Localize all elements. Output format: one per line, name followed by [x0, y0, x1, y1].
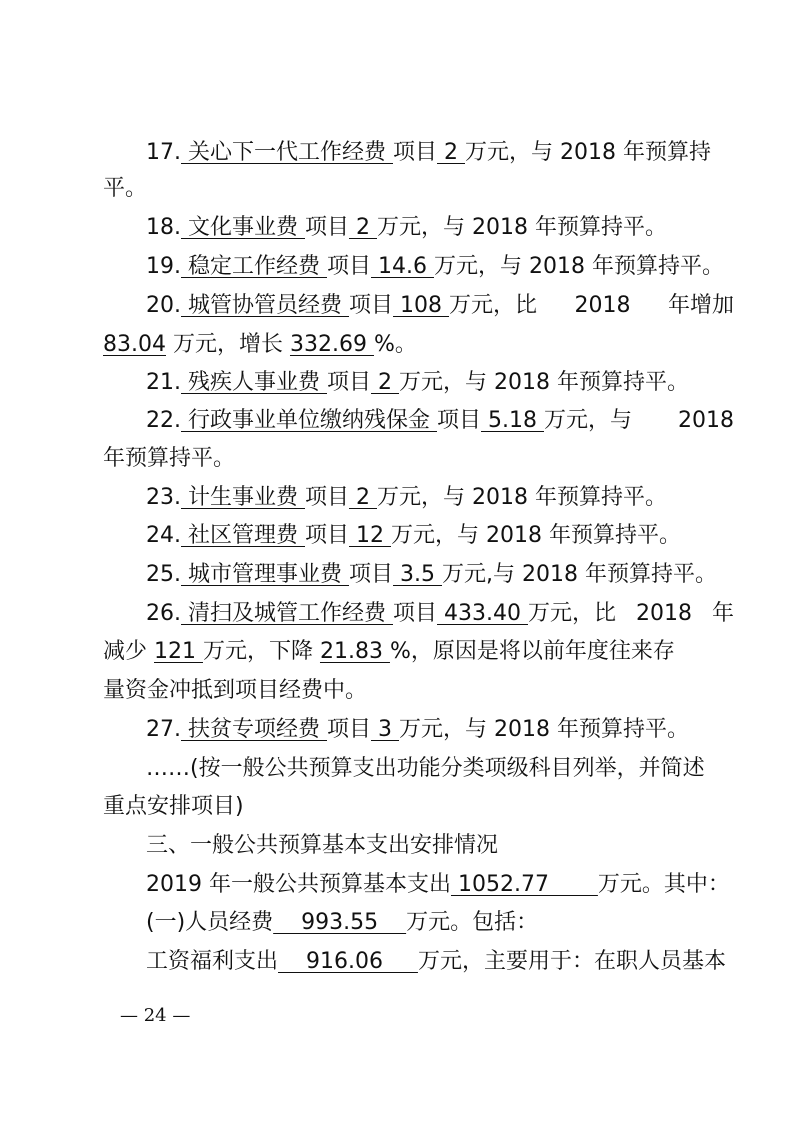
item-text: %，原因是将以前年度往来存 — [389, 639, 675, 664]
item-label: 项目 — [349, 562, 394, 587]
item-amount: 121 — [154, 639, 203, 664]
item-text: 年 — [711, 601, 734, 626]
item-amount: 108 — [393, 293, 449, 318]
item-text: 万元，与 2018 年预算持平。 — [391, 523, 681, 548]
item-label: 项目 — [327, 370, 372, 395]
item-22-continuation — [0, 444, 793, 474]
item-text: 万元，与 2018 年预算持平。 — [399, 370, 689, 395]
item-text: 万元，增长 — [165, 332, 290, 357]
item-27 — [0, 715, 793, 745]
item-text: 万元，与 2018 年预算持平。 — [377, 485, 667, 510]
item-text: 万元，与 2018 年预算持平。 — [399, 717, 689, 742]
item-text: 年预算持平。 — [103, 446, 236, 471]
item-20-continuation — [0, 330, 793, 360]
item-number: 24. — [146, 523, 181, 548]
personnel-amount: 993.55 — [273, 910, 407, 935]
item-amount: 14.6 — [371, 254, 434, 279]
item-label: 项目 — [305, 215, 350, 240]
item-amount: 12 — [349, 523, 391, 548]
item-25 — [0, 560, 793, 590]
item-name: 稳定工作经费 — [181, 254, 327, 279]
item-text: 万元，与 2018 年预算持 — [465, 140, 711, 165]
item-percent: 332.69 — [289, 332, 374, 357]
item-text: 万元，下降 — [202, 639, 320, 664]
item-amount: 5.18 — [481, 408, 544, 433]
item-17 — [0, 138, 793, 168]
item-name: 文化事业费 — [181, 215, 305, 240]
item-number: 19. — [146, 254, 181, 279]
item-amount: 3 — [371, 717, 399, 742]
basic-amount: 1052.77 — [450, 872, 598, 897]
personnel-expenditure — [0, 908, 793, 938]
item-text: 万元，与 2018 年预算持平。 — [377, 215, 667, 240]
item-text: 减少 — [103, 639, 154, 664]
item-label: 项目 — [349, 293, 394, 318]
item-name: 计生事业费 — [181, 485, 305, 510]
wages-text: 工资福利支出 — [146, 949, 279, 974]
item-19 — [0, 252, 793, 282]
item-number: 23. — [146, 485, 181, 510]
item-18 — [0, 213, 793, 243]
item-amount: 2 — [437, 140, 465, 165]
item-name: 社区管理费 — [181, 523, 305, 548]
note-text: ……(按一般公共预算支出功能分类项级科目列举，并简述 — [146, 756, 705, 781]
item-name: 行政事业单位缴纳残保金 — [181, 408, 437, 433]
item-name: 城市管理事业费 — [181, 562, 349, 587]
item-26-continuation-2 — [0, 676, 793, 706]
item-label: 项目 — [305, 523, 350, 548]
item-26 — [0, 599, 793, 629]
item-label: 项目 — [393, 601, 438, 626]
item-17-continuation — [0, 174, 793, 204]
item-label: 项目 — [305, 485, 350, 510]
item-number: 26. — [146, 601, 181, 626]
item-24 — [0, 521, 793, 551]
item-20 — [0, 291, 793, 321]
item-text: 万元,与 2018 年预算持平。 — [442, 562, 717, 587]
item-text: 平。 — [103, 176, 148, 201]
item-text: 万元，与 — [544, 408, 633, 433]
item-year: 2018 — [635, 601, 692, 626]
note-text: 重点安排项目) — [103, 794, 244, 819]
basic-text: 万元。其中： — [597, 872, 730, 897]
item-amount: 433.40 — [437, 601, 528, 626]
item-amount: 2 — [371, 370, 399, 395]
heading-text: 三、一般公共预算基本支出安排情况 — [146, 833, 499, 858]
section-heading — [0, 831, 793, 861]
basic-expenditure — [0, 870, 793, 900]
item-number: 22. — [146, 408, 181, 433]
page-number: — 24 — — [120, 1005, 191, 1026]
item-text: %。 — [373, 332, 417, 357]
item-number: 18. — [146, 215, 181, 240]
item-year: 2018 — [678, 408, 734, 433]
item-21 — [0, 368, 793, 398]
item-label: 项目 — [327, 254, 372, 279]
item-number: 27. — [146, 717, 181, 742]
item-percent: 21.83 — [319, 639, 390, 664]
item-year: 2018 — [574, 293, 631, 318]
item-text: 万元，比 — [527, 601, 616, 626]
wages-amount: 916.06 — [278, 949, 418, 974]
personnel-text: (一)人员经费 — [146, 910, 274, 935]
item-number: 21. — [146, 370, 181, 395]
item-23 — [0, 483, 793, 513]
item-name: 城管协管员经费 — [181, 293, 349, 318]
wages-text: 万元，主要用于：在职人员基本 — [417, 949, 726, 974]
basic-text: 2019 年一般公共预算基本支出 — [146, 872, 451, 897]
item-26-continuation-1 — [0, 637, 793, 667]
item-text: 量资金冲抵到项目经费中。 — [103, 678, 368, 703]
item-number: 17. — [146, 140, 181, 165]
item-name: 清扫及城管工作经费 — [181, 601, 393, 626]
item-text: 万元，比 — [449, 293, 538, 318]
item-label: 项目 — [327, 717, 372, 742]
item-text: 万元，与 2018 年预算持平。 — [434, 254, 724, 279]
ellipsis-note-continuation — [0, 792, 793, 822]
item-number: 20. — [146, 293, 181, 318]
item-name: 扶贫专项经费 — [181, 717, 327, 742]
item-amount: 2 — [349, 215, 377, 240]
item-label: 项目 — [393, 140, 438, 165]
item-amount: 3.5 — [393, 562, 442, 587]
item-name: 关心下一代工作经费 — [181, 140, 393, 165]
item-amount: 83.04 — [103, 332, 166, 357]
wages-expenditure — [0, 947, 793, 977]
item-label: 项目 — [437, 408, 482, 433]
item-number: 25. — [146, 562, 181, 587]
item-amount: 2 — [349, 485, 377, 510]
ellipsis-note — [0, 754, 793, 784]
item-22 — [0, 406, 793, 436]
item-text: 年增加 — [667, 293, 734, 318]
personnel-text: 万元。包括： — [406, 910, 539, 935]
item-name: 残疾人事业费 — [181, 370, 327, 395]
